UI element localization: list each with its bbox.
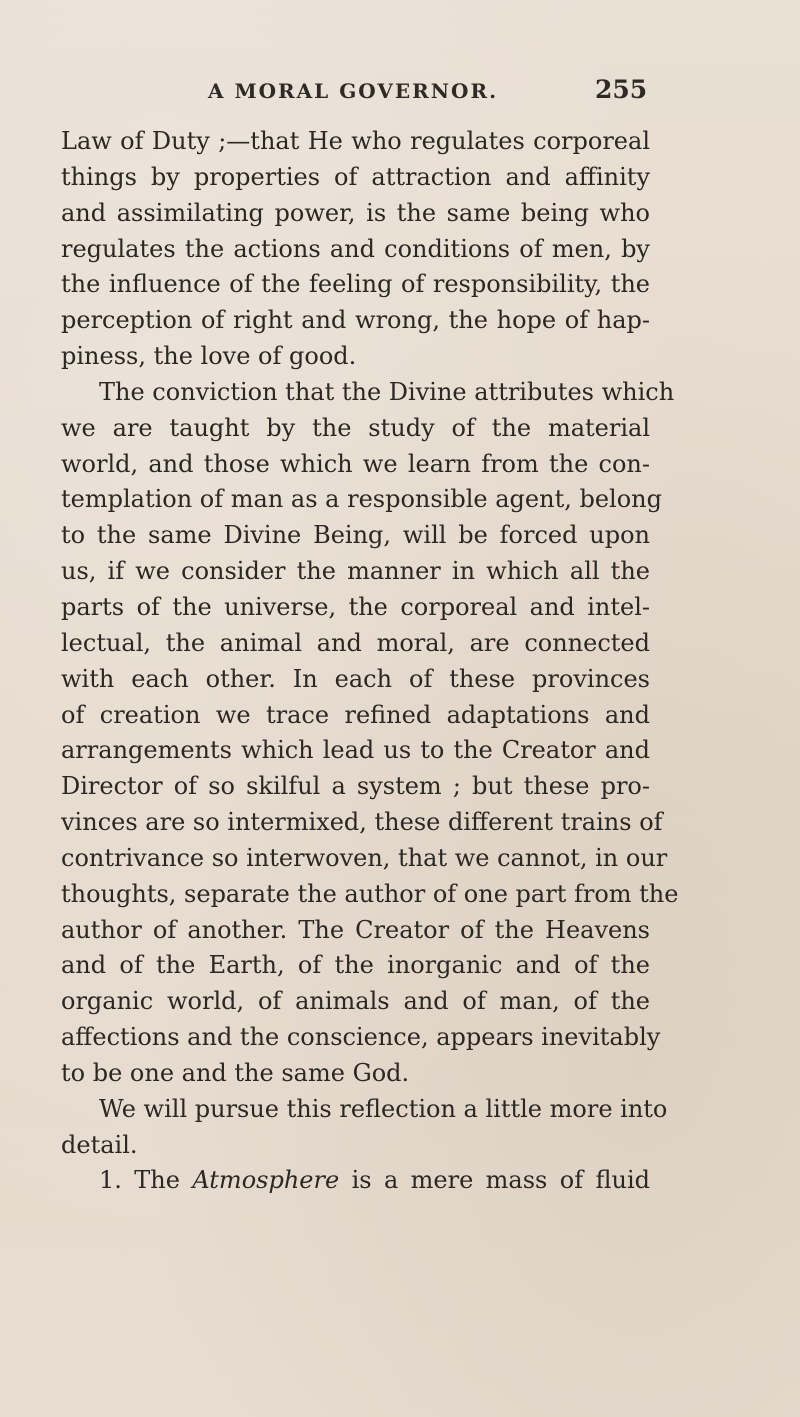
text-line: the influence of the feeling of responsibility, the <box>61 270 650 299</box>
text-line: contrivance so interwoven, that we cannot, in our <box>61 843 668 872</box>
text-line: perception of right and wrong, the hope of hap- <box>61 306 650 335</box>
text-line: affections and the conscience, appears inevitably <box>61 1023 661 1052</box>
text-line: world, and those which we learn from the con- <box>61 449 650 478</box>
paragraph-start-line: The conviction that the Divine attributes which <box>99 377 675 406</box>
text-line: author of another. The Creator of the Heavens <box>61 915 650 944</box>
text-line: vinces are so intermixed, these different trains of <box>61 808 663 837</box>
italic-term: Atmosphere <box>192 1166 340 1195</box>
text-line: to the same Divine Being, will be forced upon <box>61 521 650 550</box>
text-line: us, if we consider the manner in which all the <box>61 557 650 586</box>
text-line: Director of so skilful a system ; but these pro- <box>61 772 650 801</box>
text-line: detail. <box>61 1130 138 1159</box>
text-line: parts of the universe, the corporeal and intel- <box>61 592 650 621</box>
text-line: to be one and the same God. <box>61 1058 410 1087</box>
paragraph-start-line: We will pursue this reflection a little more into <box>99 1094 668 1123</box>
running-head-title: A MORAL GOVERNOR. <box>208 79 499 103</box>
body-text <box>61 124 679 1199</box>
text-line: and assimilating power, is the same being who <box>61 198 650 227</box>
text-line: things by properties of attraction and affinity <box>61 162 650 191</box>
text-line: of creation we trace refined adaptations and <box>61 700 650 729</box>
text-line: templation of man as a responsible agent, belong <box>61 485 662 514</box>
text-line: piness, the love of good. <box>61 342 357 371</box>
numbered-paragraph-line <box>61 1163 650 1199</box>
line-suffix: is a mere mass of fluid <box>351 1166 650 1195</box>
running-head <box>0 75 800 109</box>
text-line: thoughts, separate the author of one part from the <box>61 879 679 908</box>
text-line: arrangements which lead us to the Creator and <box>61 736 650 765</box>
text-line: and of the Earth, of the inorganic and of the <box>61 951 650 980</box>
text-line: with each other. In each of these provinces <box>61 664 650 693</box>
text-line: Law of Duty ;—that He who regulates corporeal <box>61 127 650 155</box>
text-line: organic world, of animals and of man, of the <box>61 987 650 1016</box>
line-prefix: 1. The <box>99 1166 180 1195</box>
page-number: 255 <box>595 75 648 104</box>
text-line: we are taught by the study of the material <box>61 413 650 442</box>
text-line: regulates the actions and conditions of men, by <box>61 234 650 263</box>
text-line: lectual, the animal and moral, are connected <box>61 628 650 657</box>
